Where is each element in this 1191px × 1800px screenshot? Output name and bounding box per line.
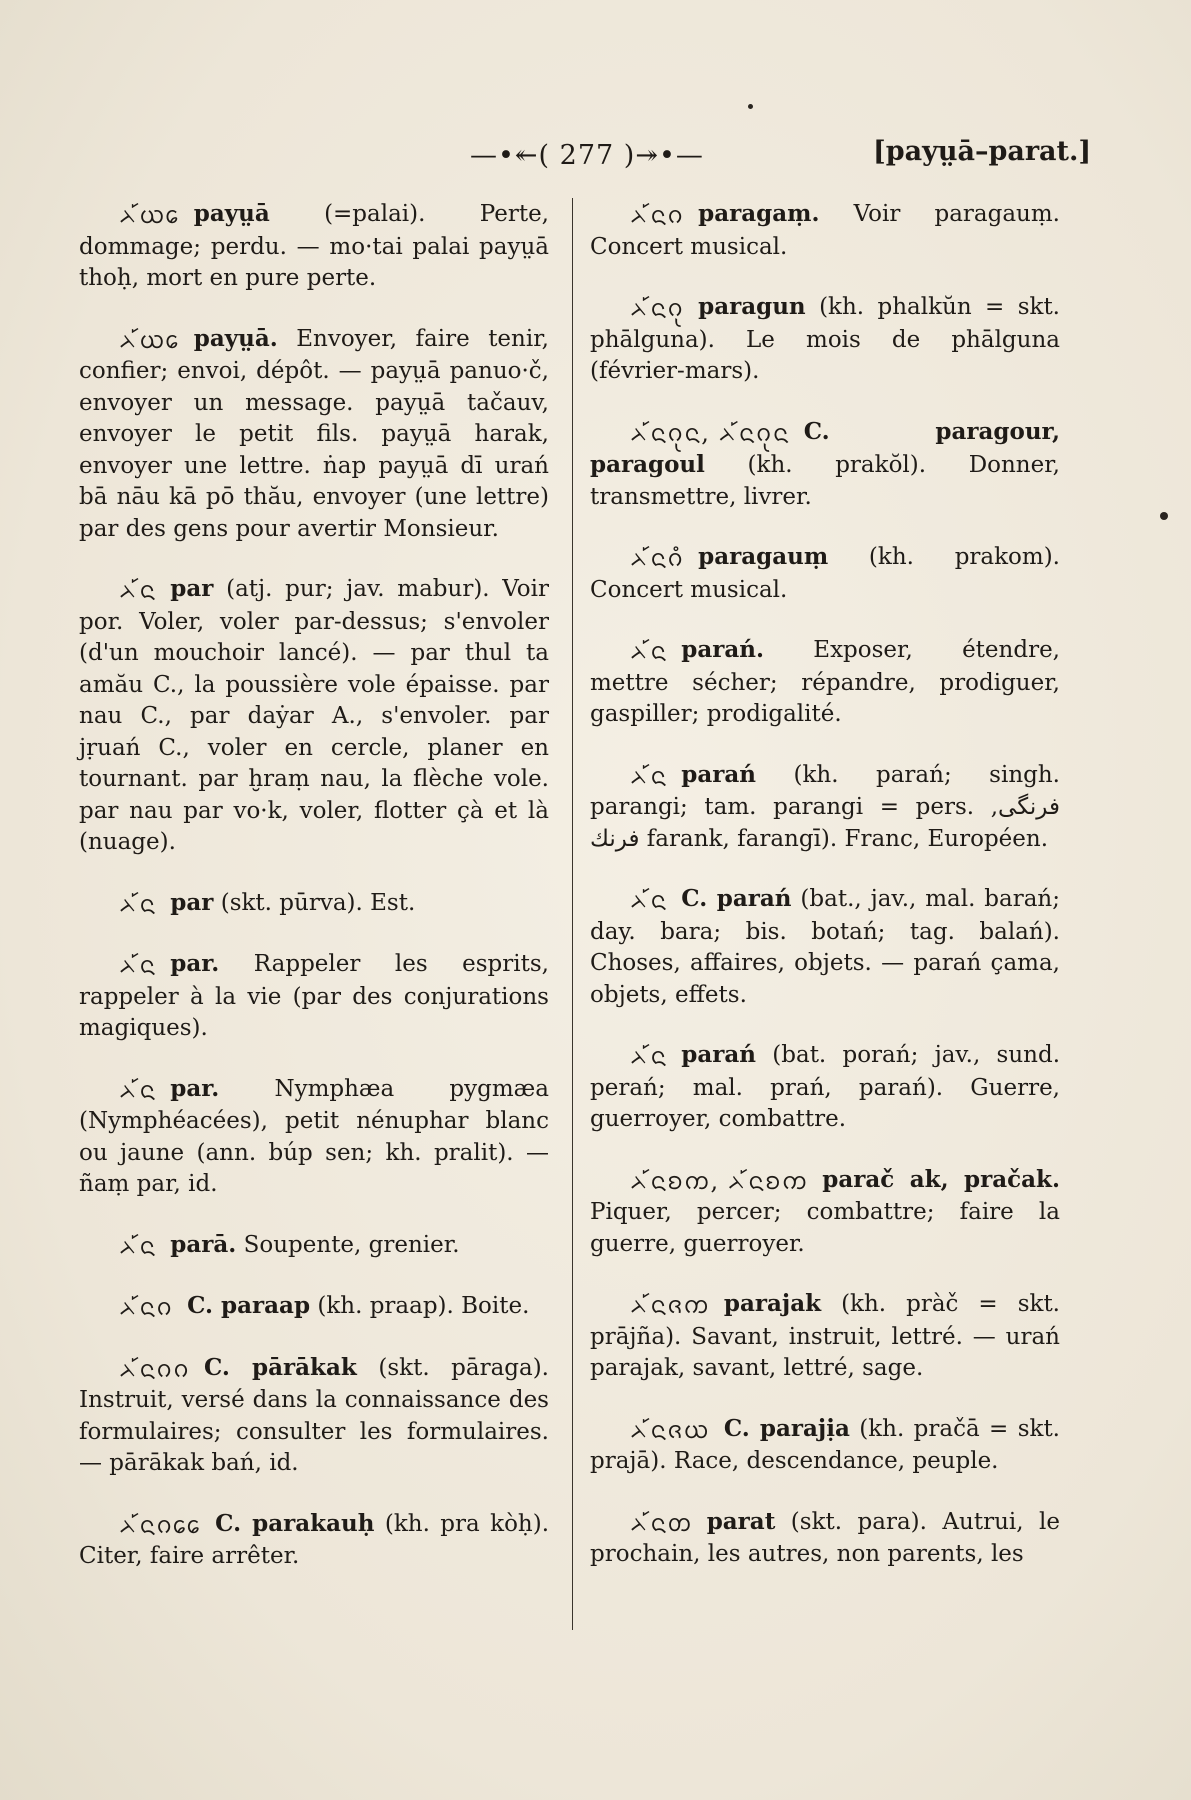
dictionary-entry	[590, 883, 1060, 1011]
entry-lemma: payṳā.	[193, 324, 278, 352]
entry-definition: Soupente, grenier.	[243, 1231, 460, 1258]
cham-script-headword: ᨂ᩶ᨶᨣᩯ	[119, 1510, 202, 1539]
cham-script-headword: ᨂ᩶ᨶ	[630, 886, 668, 914]
entry-definition: (kh. phalkŭn = skt. phālguna). Le mois de phālguna (février-mars).	[590, 294, 1060, 384]
cham-script-headword: ᨂ᩶ᨶᨧᨠ, ᨂ᩶ᨶᨧᨠ	[630, 1166, 809, 1195]
dictionary-entry	[79, 573, 549, 859]
entry-lemma: par.	[170, 950, 220, 977]
page-number: —•↞( 277 )↠•—	[470, 140, 704, 171]
entry-definition: (bat., jav., mal. barań; day. bara; bis. botań; tag. balań). Choses, affaires, objets. — parań çama, objets, effets.	[590, 886, 1060, 1008]
cham-script-headword: ᨂ᩶ᨶᨩᨠ	[630, 1291, 710, 1319]
entry-lemma: parań	[681, 760, 757, 788]
cham-script-headword: ᨂ᩶ᨶ	[119, 951, 157, 979]
entry-definition: Voir paragauṃ. Concert musical.	[590, 201, 1060, 260]
entry-lemma: parajak	[723, 1290, 822, 1317]
cham-script-headword: ᨂ᩶ᨿᩮ	[119, 325, 180, 354]
entry-definition: (kh. pračā = skt. prajā). Race, descendance, peuple.	[590, 1415, 1060, 1474]
entry-definition: (=palai). Perte, dommage; perdu. — mo·tai palai payṳā thoḥ, mort en pure perte.	[79, 201, 549, 291]
entry-definition: (kh. praap). Boite.	[317, 1293, 530, 1319]
entry-definition: (atj. pur; jav. mabur). Voir por. Voler, voler par-dessus; s'envoler (d'un mouchoir lancé). — par thul ta amău C., la poussière vole épaisse. par nau C., par daẏar A., s'envoler. par jṛuań C., voler en cercle, planer en tournant. par ḫraṃ nau, la flèche vole. par nau par vo·k, voler, flotter çà et là (nuage).	[79, 576, 549, 855]
cham-script-headword: ᨂ᩶ᨶ	[630, 761, 668, 790]
cham-script-headword: ᨂ᩶ᨶᨣ	[630, 201, 685, 229]
cham-script-headword: ᨂ᩶ᨶ	[630, 637, 668, 665]
entry-definition: Envoyer, faire tenir, confier; envoi, dépôt. — payṳā panuo·č, envoyer un message. payṳā tačauv, envoyer le petit fils. payṳā harak, envoyer une lettre. ṅap payṳā dī urań bā nāu kā pō thău, envoyer (une lettre) par des gens pour avertir Monsieur.	[79, 325, 549, 542]
cham-script-headword: ᨂ᩶ᨶᨣ	[119, 1293, 174, 1321]
dictionary-entry	[590, 291, 1060, 388]
entry-lemma: C. parajịa	[723, 1414, 850, 1442]
entry-lemma: C. paragour, paragoul	[590, 417, 1060, 478]
cham-script-headword: ᨂ᩶ᨶ	[119, 576, 157, 604]
entry-definition: (kh. prakŏl). Donner, transmettre, livrer.	[590, 452, 1060, 510]
dictionary-entry	[590, 416, 1060, 514]
entry-lemma: parat	[706, 1507, 776, 1535]
entry-lemma: parač ak, pračak.	[822, 1165, 1060, 1193]
entry-lemma: payṳā	[193, 200, 270, 227]
dictionary-entry	[79, 948, 549, 1045]
dictionary-entry	[590, 198, 1060, 263]
dictionary-entry	[590, 634, 1060, 731]
entry-lemma: parań.	[681, 636, 765, 663]
dictionary-entry	[79, 323, 549, 546]
entry-definition: Rappeler les esprits, rappeler à la vie (par des conjurations magiques).	[79, 951, 549, 1041]
cham-script-headword: ᨂ᩶ᨶᨣᩴ	[630, 544, 685, 572]
cham-script-headword: ᨂ᩶ᨶ	[119, 1075, 157, 1104]
entry-lemma: paragun	[698, 293, 806, 320]
cham-script-headword: ᨂ᩶ᨶ	[630, 1042, 668, 1070]
dictionary-entry	[590, 541, 1060, 606]
dictionary-entry	[590, 759, 1060, 856]
dictionary-entry	[590, 1506, 1060, 1571]
entry-lemma: paragauṃ	[698, 543, 829, 570]
cham-script-headword: ᨂ᩶ᨿᩮ	[119, 201, 180, 229]
entry-definition: (bat. porań; jav., sund. perań; mal. prań, parań). Guerre, guerroyer, combattre.	[590, 1042, 1060, 1132]
entry-lemma: par	[170, 575, 214, 602]
entry-definition: (kh. pra kòḥ). Citer, faire arrêter.	[79, 1510, 550, 1569]
entry-lemma: par	[170, 888, 214, 916]
entry-definition: Piquer, percer; combattre; faire la guerre, guerroyer.	[590, 1199, 1060, 1257]
entry-lemma: C. pārākak	[203, 1353, 357, 1381]
entry-lemma: C. paraap	[187, 1292, 311, 1319]
cham-script-headword: ᨂ᩶ᨶ	[119, 889, 157, 918]
dictionary-entry	[79, 1352, 549, 1480]
entry-lemma: parań	[681, 1041, 757, 1068]
dictionary-entry	[79, 1290, 549, 1324]
cham-script-headword: ᨂ᩶ᨶᨩᨿ	[630, 1415, 710, 1444]
entry-definition: Exposer, étendre, mettre sécher; répandre, prodiguer, gaspiller; prodigalité.	[590, 637, 1060, 727]
entry-definition: Nymphæa pygmæa (Nymphéacées), petit nénuphar blanc ou jaune (ann. búp sen; kh. pralit). — ñaṃ par, id.	[79, 1075, 550, 1197]
left-column	[79, 198, 549, 1601]
entry-lemma: parā.	[170, 1230, 237, 1258]
entry-lemma: C. parań	[681, 885, 792, 912]
running-head: [payṳā–parat.]	[873, 136, 1092, 167]
cham-script-headword: ᨂ᩶ᨶᨲ	[630, 1508, 693, 1537]
entry-definition: (skt. para). Autrui, le prochain, les autres, non parents, les	[590, 1508, 1060, 1567]
entry-definition: (skt. pūrva). Est.	[220, 889, 416, 916]
dictionary-entry	[590, 1413, 1060, 1478]
cham-script-headword: ᨂ᩶ᨶᨣᨣ	[119, 1354, 190, 1383]
dictionary-entry	[590, 1288, 1060, 1385]
entry-definition: (kh. prakom). Concert musical.	[590, 544, 1060, 603]
entry-definition: (kh. parań; singh. parangi; tam. parangi = pers. فرنگی, فرنك farank, farangī). Franc, Européen.	[590, 761, 1060, 852]
dictionary-entry	[79, 1229, 549, 1263]
dictionary-entry	[590, 1039, 1060, 1136]
entry-definition: (skt. pāraga). Instruit, versé dans la connaissance des formulaires; consulter les formulaires. — pārākak bań, id.	[79, 1354, 549, 1476]
ink-speck	[1160, 512, 1168, 520]
cham-script-headword: ᨂ᩶ᨶᨣᩩ	[630, 294, 685, 322]
column-divider	[572, 198, 573, 1630]
right-column	[590, 198, 1060, 1599]
dictionary-entry	[590, 1164, 1060, 1261]
dictionary-entry	[79, 1508, 549, 1573]
dictionary-entry	[79, 1073, 549, 1201]
ink-speck	[748, 104, 753, 109]
entry-lemma: C. parakauḥ	[215, 1509, 375, 1537]
entry-lemma: paragaṃ.	[698, 200, 820, 227]
cham-script-headword: ᨂ᩶ᨶᨣᩩᨶ, ᨂ᩶ᨶᨣᩩᨶ	[630, 418, 790, 447]
entry-definition: (kh. pràč = skt. prājña). Savant, instruit, lettré. — urań parajak, savant, lettré, sage.	[590, 1291, 1060, 1381]
dictionary-entry	[79, 198, 549, 295]
cham-script-headword: ᨂ᩶ᨶ	[119, 1231, 157, 1260]
entry-lemma: par.	[170, 1074, 220, 1102]
dictionary-entry	[79, 887, 549, 921]
